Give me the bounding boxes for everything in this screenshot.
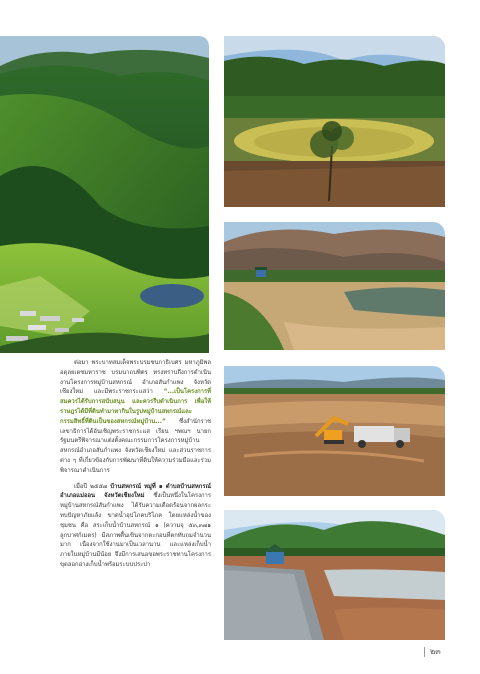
paragraph-1-rest: ซึ่งสำนักราชเลขาธิการได้อันเชิญพระราชกระแส เรียน ฯพณฯ นายกรัฐมนตรีพิจารณาแต่งตั้งคณะกรรมการโครงการหมู่บ้านสหกรณ์อำเภอสันกำแพง จังหวัดเชียงใหม่ และส่วนราชการต่าง ๆ ที่เกี่ยวข้องกับการพัฒนาที่ดินให้ความร่วมมือและร่วมพิจารณาดำเนินการ [60, 418, 211, 474]
page-number: ๒๓ [424, 647, 441, 657]
royal-quote: “...เป็นโครงการที่สมควรได้รับการสนับสนุน และควรรีบดำเนินการ เพื่อให้ราษฎรได้มีที่ดินทำมาหากินในรูปหมู่บ้านสหกรณ์และกรรมสิทธิ์ที่ดินเป็นของสหกรณ์หมู่บ้าน...” [60, 389, 212, 425]
paragraph-1-intro: ต่อมา พระบาทสมเด็จพระบรมชนกาธิเบศร มหาภูมิพลอดุลยเดชมหาราช บรมนาถบพิตร ทรงทราบถึงการดำเนินงานโครงการหมู่บ้านสหกรณ์ อำเภอสันกำแพง จังหวัดเชียงใหม่ และมีพระราชกระแสว่า [60, 360, 211, 396]
dry-pond-photo [224, 36, 445, 207]
article-paragraph-1 [60, 359, 211, 477]
construction-photo [224, 366, 445, 496]
article-paragraph-2 [60, 483, 211, 571]
mountain-village-photo [0, 36, 209, 353]
paragraph-2-lead: เมื่อปี ๒๕๕๗ [74, 483, 108, 490]
dam-photo [224, 510, 445, 640]
paragraph-2-rest: ซึ่งเป็นหนึ่งในโครงการหมู่บ้านสหกรณ์สันกำแพง ได้รับความเดือดร้อนจากผลกระทบปัญหาภัยแล้ง ขาดน้ำอุปโภคบริโภค โดยแหล่งน้ำของชุมชน คือ สระเก็บน้ำบ้านสหกรณ์ ๑ (ความจุ ๕๓,๓๗๑ ลูกบาศก์เมตร) มีสภาพตื้นเขินจากตะกอนที่ตกทับถมจำนวนมาก เนื่องจากใช้งานมาเป็นเวลานาน และแหล่งเก็บน้ำภายในหมู่บ้านมีน้อย จึงมีการเสนอขอพระราชทานโครงการขุดลอกอ่างเก็บน้ำพร้อมระบบประปา [60, 493, 211, 568]
village-name: บ้านสหกรณ์ หมู่ที่ ๑ ตำบลบ้านสหกรณ์ อำเภอแม่ออน จังหวัดเชียงใหม่ [60, 483, 211, 500]
article-body [60, 359, 211, 571]
reservoir-photo [224, 222, 445, 350]
